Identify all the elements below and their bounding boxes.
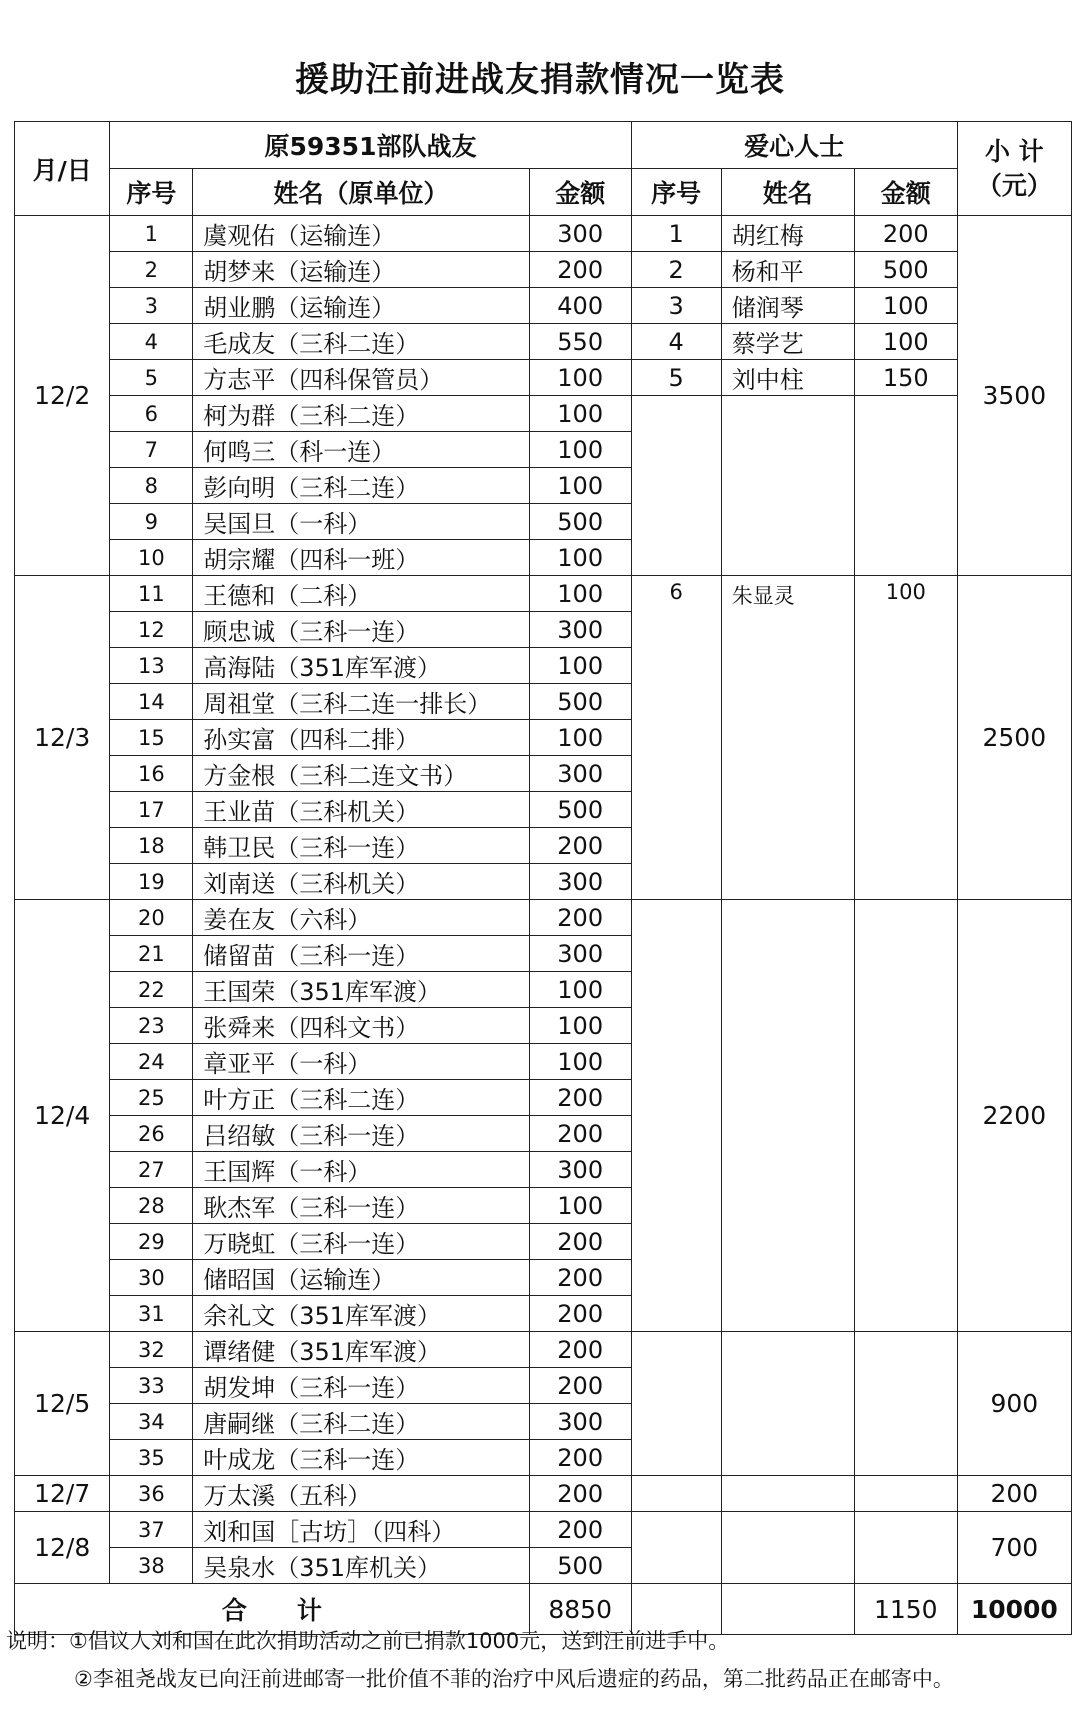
name-cell: 胡业鹏（运输连）: [193, 288, 530, 324]
amount-cell: 200: [529, 1476, 631, 1512]
total-amount-veterans: 8850: [529, 1584, 631, 1635]
amount-cell: 100: [529, 972, 631, 1008]
notes: [6, 1622, 1076, 1698]
date-cell: 12/5: [15, 1332, 110, 1476]
table-row: [15, 396, 1072, 432]
subtotal-cell: 2500: [957, 576, 1071, 900]
name-cell: 王德和（二科）: [193, 576, 530, 612]
amount-cell: 300: [529, 216, 631, 252]
subtotal-cell: 2200: [957, 900, 1071, 1332]
total-label: 合 计: [15, 1584, 530, 1635]
name-cell: 韩卫民（三科一连）: [193, 828, 530, 864]
name-cell: 胡发坤（三科一连）: [193, 1368, 530, 1404]
supporter-seq-cell: [631, 900, 721, 1332]
seq-cell: 22: [110, 972, 193, 1008]
name-cell: 彭向明（三科二连）: [193, 468, 530, 504]
seq-cell: 4: [110, 324, 193, 360]
seq-cell: 35: [110, 1440, 193, 1476]
subtotal-cell: 700: [957, 1512, 1071, 1584]
seq-cell: 28: [110, 1188, 193, 1224]
amount-cell: 200: [529, 1260, 631, 1296]
supporter-seq-cell: [631, 396, 721, 576]
name-cell: 王国荣（351库军渡）: [193, 972, 530, 1008]
supporter-amount-cell: [854, 1332, 957, 1476]
subtotal-cell: 3500: [957, 216, 1071, 576]
table-body: [15, 216, 1072, 1584]
date-cell: 12/7: [15, 1476, 110, 1512]
amount-cell: 100: [529, 540, 631, 576]
seq-cell: 12: [110, 612, 193, 648]
seq-cell: 17: [110, 792, 193, 828]
amount-cell: 300: [529, 864, 631, 900]
page-title: 援助汪前进战友捐款情况一览表: [295, 60, 785, 100]
header-group-veterans: 原59351部队战友: [110, 122, 631, 169]
seq-cell: 7: [110, 432, 193, 468]
name-cell: 孙实富（四科二排）: [193, 720, 530, 756]
amount-cell: 500: [529, 684, 631, 720]
name-cell: 吴泉水（351库机关）: [193, 1548, 530, 1584]
supporter-seq-cell: [631, 1512, 721, 1584]
seq-cell: 31: [110, 1296, 193, 1332]
supporter-amount-cell: 100: [854, 324, 957, 360]
header-amount-b: 金额: [854, 169, 957, 216]
amount-cell: 100: [529, 1008, 631, 1044]
name-cell: 耿杰军（三科一连）: [193, 1188, 530, 1224]
seq-cell: 18: [110, 828, 193, 864]
amount-cell: 200: [529, 1296, 631, 1332]
supporter-seq-cell: 6: [631, 576, 721, 900]
date-cell: 12/8: [15, 1512, 110, 1584]
date-cell: 12/4: [15, 900, 110, 1332]
seq-cell: 33: [110, 1368, 193, 1404]
amount-cell: 300: [529, 1152, 631, 1188]
amount-cell: 400: [529, 288, 631, 324]
supporter-name-cell: [721, 1512, 854, 1584]
header-name-unit: 姓名（原单位）: [193, 169, 530, 216]
seq-cell: 27: [110, 1152, 193, 1188]
amount-cell: 200: [529, 1332, 631, 1368]
name-cell: 王国辉（一科）: [193, 1152, 530, 1188]
header-subtotal: [957, 122, 1071, 216]
seq-cell: 13: [110, 648, 193, 684]
name-cell: 顾忠诚（三科一连）: [193, 612, 530, 648]
seq-cell: 26: [110, 1116, 193, 1152]
amount-cell: 200: [529, 1440, 631, 1476]
amount-cell: 100: [529, 1044, 631, 1080]
amount-cell: 500: [529, 1548, 631, 1584]
note-1: 说明：①倡议人刘和国在此次捐助活动之前已捐款1000元，送到汪前进手中。: [6, 1629, 730, 1653]
name-cell: 胡梦来（运输连）: [193, 252, 530, 288]
donation-table: [14, 121, 1072, 1635]
name-cell: 毛成友（三科二连）: [193, 324, 530, 360]
amount-cell: 300: [529, 756, 631, 792]
supporter-amount-cell: [854, 396, 957, 576]
seq-cell: 11: [110, 576, 193, 612]
supporter-amount-cell: [854, 900, 957, 1332]
table-row: [15, 576, 1072, 612]
name-cell: 储昭国（运输连）: [193, 1260, 530, 1296]
date-cell: 12/3: [15, 576, 110, 900]
amount-cell: 300: [529, 1404, 631, 1440]
amount-cell: 200: [529, 1116, 631, 1152]
subtotal-cell: 900: [957, 1332, 1071, 1476]
header-seq: 序号: [110, 169, 193, 216]
seq-cell: 1: [110, 216, 193, 252]
name-cell: 胡宗耀（四科一班）: [193, 540, 530, 576]
name-cell: 吴国旦（一科）: [193, 504, 530, 540]
amount-cell: 100: [529, 576, 631, 612]
name-cell: 余礼文（351库军渡）: [193, 1296, 530, 1332]
amount-cell: 100: [529, 720, 631, 756]
supporter-seq-cell: [631, 1332, 721, 1476]
seq-cell: 20: [110, 900, 193, 936]
table-row: [15, 216, 1072, 252]
header-group-supporters: 爱心人士: [631, 122, 957, 169]
supporter-name-cell: [721, 396, 854, 576]
amount-cell: 200: [529, 900, 631, 936]
seq-cell: 10: [110, 540, 193, 576]
supporter-name-cell: [721, 900, 854, 1332]
seq-cell: 16: [110, 756, 193, 792]
supporter-amount-cell: 150: [854, 360, 957, 396]
subtotal-cell: 200: [957, 1476, 1071, 1512]
table-row: [15, 324, 1072, 360]
seq-cell: 2: [110, 252, 193, 288]
amount-cell: 200: [529, 828, 631, 864]
amount-cell: 500: [529, 792, 631, 828]
seq-cell: 14: [110, 684, 193, 720]
name-cell: 叶成龙（三科一连）: [193, 1440, 530, 1476]
supporter-name-cell: 储润琴: [721, 288, 854, 324]
amount-cell: 100: [529, 648, 631, 684]
header-subtotal-line2: （元）: [976, 170, 1052, 200]
header-seq-b: 序号: [631, 169, 721, 216]
seq-cell: 38: [110, 1548, 193, 1584]
name-cell: 柯为群（三科二连）: [193, 396, 530, 432]
supporter-name-cell: 朱显灵: [721, 576, 854, 900]
seq-cell: 25: [110, 1080, 193, 1116]
amount-cell: 500: [529, 504, 631, 540]
supporter-seq-cell: 4: [631, 324, 721, 360]
supporter-seq-cell: 5: [631, 360, 721, 396]
total-grand: 10000: [957, 1584, 1071, 1635]
supporter-amount-cell: [854, 1476, 957, 1512]
supporter-amount-cell: 100: [854, 288, 957, 324]
name-cell: 叶方正（三科二连）: [193, 1080, 530, 1116]
total-amount-supporters: 1150: [854, 1584, 957, 1635]
supporter-name-cell: [721, 1332, 854, 1476]
table-row: [15, 1332, 1072, 1368]
amount-cell: 200: [529, 1512, 631, 1548]
amount-cell: 200: [529, 1224, 631, 1260]
amount-cell: 100: [529, 396, 631, 432]
name-cell: 万太溪（五科）: [193, 1476, 530, 1512]
table-row: [15, 360, 1072, 396]
seq-cell: 30: [110, 1260, 193, 1296]
amount-cell: 200: [529, 252, 631, 288]
amount-cell: 300: [529, 936, 631, 972]
name-cell: 何鸣三（科一连）: [193, 432, 530, 468]
supporter-amount-cell: 200: [854, 216, 957, 252]
header-name-b: 姓名: [721, 169, 854, 216]
supporter-amount-cell: 100: [854, 576, 957, 900]
amount-cell: 200: [529, 1368, 631, 1404]
name-cell: 刘和国［古坊］（四科）: [193, 1512, 530, 1548]
name-cell: 吕绍敏（三科一连）: [193, 1116, 530, 1152]
name-cell: 章亚平（一科）: [193, 1044, 530, 1080]
name-cell: 方金根（三科二连文书）: [193, 756, 530, 792]
note-2: ②李祖尧战友已向汪前进邮寄一批价值不菲的治疗中风后遗症的药品，第二批药品正在邮寄中。: [74, 1667, 954, 1691]
seq-cell: 37: [110, 1512, 193, 1548]
seq-cell: 6: [110, 396, 193, 432]
header-subtotal-line1: 小 计: [984, 136, 1044, 166]
table-row: [15, 288, 1072, 324]
name-cell: 唐嗣继（三科二连）: [193, 1404, 530, 1440]
amount-cell: 200: [529, 1080, 631, 1116]
name-cell: 高海陆（351库军渡）: [193, 648, 530, 684]
supporter-name-cell: [721, 1476, 854, 1512]
table-row: [15, 1512, 1072, 1548]
name-cell: 谭绪健（351库军渡）: [193, 1332, 530, 1368]
supporter-amount-cell: 500: [854, 252, 957, 288]
name-cell: 方志平（四科保管员）: [193, 360, 530, 396]
seq-cell: 36: [110, 1476, 193, 1512]
name-cell: 刘南送（三科机关）: [193, 864, 530, 900]
seq-cell: 15: [110, 720, 193, 756]
supporter-name-cell: 蔡学艺: [721, 324, 854, 360]
supporter-seq-cell: 3: [631, 288, 721, 324]
supporter-name-cell: 胡红梅: [721, 216, 854, 252]
supporter-name-cell: 刘中柱: [721, 360, 854, 396]
seq-cell: 32: [110, 1332, 193, 1368]
header-date: 月/日: [15, 122, 110, 216]
amount-cell: 100: [529, 360, 631, 396]
table-row: [15, 1476, 1072, 1512]
seq-cell: 3: [110, 288, 193, 324]
seq-cell: 24: [110, 1044, 193, 1080]
amount-cell: 300: [529, 612, 631, 648]
name-cell: 储留苗（三科一连）: [193, 936, 530, 972]
amount-cell: 100: [529, 468, 631, 504]
seq-cell: 8: [110, 468, 193, 504]
supporter-seq-cell: [631, 1476, 721, 1512]
amount-cell: 100: [529, 432, 631, 468]
seq-cell: 19: [110, 864, 193, 900]
amount-cell: 550: [529, 324, 631, 360]
name-cell: 万晓虹（三科一连）: [193, 1224, 530, 1260]
name-cell: 周祖堂（三科二连一排长）: [193, 684, 530, 720]
seq-cell: 23: [110, 1008, 193, 1044]
date-cell: 12/2: [15, 216, 110, 576]
name-cell: 王业苗（三科机关）: [193, 792, 530, 828]
seq-cell: 34: [110, 1404, 193, 1440]
supporter-seq-cell: 1: [631, 216, 721, 252]
seq-cell: 5: [110, 360, 193, 396]
table-row: [15, 900, 1072, 936]
seq-cell: 29: [110, 1224, 193, 1260]
seq-cell: 21: [110, 936, 193, 972]
supporter-amount-cell: [854, 1512, 957, 1584]
table-row: [15, 252, 1072, 288]
name-cell: 虞观佑（运输连）: [193, 216, 530, 252]
header-amount: 金额: [529, 169, 631, 216]
amount-cell: 100: [529, 1188, 631, 1224]
supporter-name-cell: 杨和平: [721, 252, 854, 288]
supporter-seq-cell: 2: [631, 252, 721, 288]
name-cell: 姜在友（六科）: [193, 900, 530, 936]
name-cell: 张舜来（四科文书）: [193, 1008, 530, 1044]
seq-cell: 9: [110, 504, 193, 540]
